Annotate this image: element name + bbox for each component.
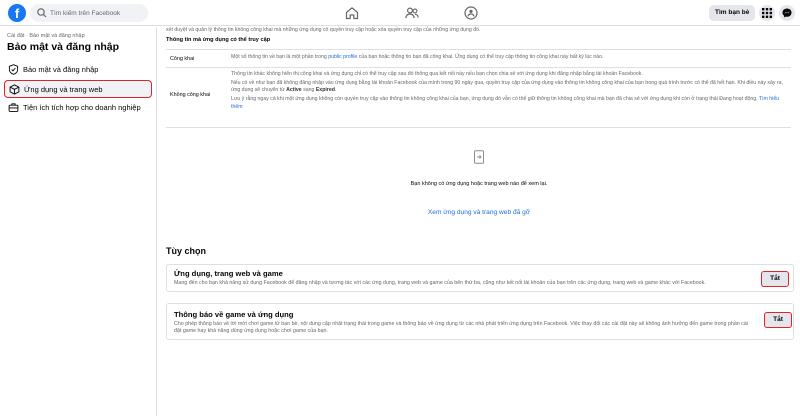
row-value-text [231, 80, 787, 95]
search-icon [36, 7, 48, 19]
row-value-text: Một số thông tin về bạn là một phần trong [231, 54, 329, 60]
removed-apps-link-text[interactable]: Xem ứng dụng và trang web đã gỡ [427, 209, 531, 216]
sidebar-item-label: Ứng dụng và trang web [24, 85, 103, 94]
box-icon [9, 84, 20, 95]
menu-button[interactable] [759, 5, 775, 21]
turn-off-button[interactable]: Tắt [761, 271, 789, 287]
option-description: Cho phép thông báo về lời mời chơi game từ bạn bè, nội dung cập nhật trạng thái trong game và thông báo về ứng dụng từ các nhà phát triển ứng dụng trên Facebook. Việc thay đổi các cài đặt này sẽ không ảnh hưởng đến game trong phần cài đặt game hay khả năng dùng ứng dụng hoặc chơi game của bạn. [174, 321, 748, 334]
public-profile-link[interactable]: public profile [328, 54, 358, 60]
turn-off-button[interactable]: Tắt [764, 312, 792, 328]
search-input[interactable] [50, 4, 145, 22]
empty-apps-icon [473, 150, 485, 164]
shield-icon [8, 64, 19, 75]
page-title: Bảo mật và đăng nhập [7, 41, 120, 53]
messenger-button[interactable] [779, 5, 795, 21]
top-navigation-bar [0, 0, 800, 26]
option-description: Mang đến cho bạn khả năng sử dụng Facebook để đăng nhập và tương tác với các ứng dụng, trang web và game của bên thứ ba, cũng như kết nối tài khoản của bạn trên các ứng dụng, trang web và game khác với Facebook. [174, 280, 706, 286]
sidebar-item-label: Bảo mật và đăng nhập [23, 65, 99, 74]
sidebar-item-business-integrations[interactable] [4, 99, 152, 117]
empty-state-text: Bạn không có ứng dụng hoặc trang web nào để xem lại. [410, 181, 548, 187]
table-row [166, 50, 791, 68]
text-span: Nếu có về như bạn đã không đăng nhập vào ứng dụng bằng tài khoản Facebook của mình trong 90 ngày qua, quyền truy cập của ứng dụng vào thông tin không công khai của bạn trong quá trình trước có thể đã hết hạn. Khi điều này xảy ra, ứng dụng sẽ chuyển từ [231, 79, 783, 94]
breadcrumb[interactable]: Cài đặt · Bảo mật và đăng nhập [7, 33, 85, 39]
text-span: . [334, 87, 337, 94]
table-title: Thông tin mà ứng dụng có thể truy cập [166, 37, 271, 43]
removed-apps-link [158, 209, 800, 216]
search-box[interactable] [30, 4, 148, 22]
option-card-game-app-notifications [166, 303, 794, 340]
sidebar-item-label: Tiện ích tích hợp cho doanh nghiệp [23, 103, 141, 112]
facebook-logo[interactable]: f [8, 4, 26, 22]
option-card-apps-websites-games [166, 264, 794, 292]
home-icon[interactable] [344, 5, 360, 21]
row-value [231, 54, 787, 61]
row-value-text: của bạn hoặc thông tin bạn đã công khai. Ứng dụng có thể truy cập thông tin công khai này bất kỳ lúc nào. [357, 54, 604, 60]
menu-grid-icon [762, 8, 772, 18]
options-section-title: Tùy chọn [166, 246, 206, 256]
row-key: Không công khai [170, 92, 211, 98]
row-key: Công khai [170, 56, 195, 62]
business-icon [8, 102, 19, 113]
option-title: Thông báo về game và ứng dụng [174, 310, 294, 319]
status-active: Active [286, 87, 302, 94]
text-span: Lưu ý rằng ngay cả khi một ứng dụng không còn quyền truy cập vào thông tin không công khai của bạn, ứng dụng đó vẫn có thể giữ thông tin không công khai mà bạn đã chia sẻ với ứng dụng khi còn ở trạng thái Đang hoạt động. [231, 96, 759, 103]
friends-icon[interactable] [404, 5, 420, 21]
row-value [231, 71, 787, 113]
row-value-text: Thông tin khác không hiển thị công khai và ứng dụng chỉ có thể truy cập sau đó thông qua kết nối này nếu bạn chọn chia sẻ với ứng dụng khi đăng nhập bằng tài khoản Facebook. [231, 71, 643, 77]
option-title: Ứng dụng, trang web và game [174, 269, 283, 278]
table-row [166, 68, 791, 128]
sidebar-item-apps-websites[interactable] [4, 80, 152, 98]
intro-text: xét duyệt và quản lý thông tin không công khai mà những ứng dụng có quyền truy cập hoặc xóa quyền truy cập của những ứng dụng đó. [166, 27, 481, 33]
access-info-table [166, 49, 791, 128]
row-value-text [231, 96, 787, 111]
find-friends-button[interactable]: Tìm bạn bè [709, 5, 755, 21]
settings-sidebar [0, 27, 157, 416]
messenger-icon [782, 8, 792, 18]
text-span: sang [301, 87, 316, 94]
sidebar-item-security-login[interactable] [4, 61, 152, 79]
status-expired: Expired [315, 87, 335, 94]
groups-icon[interactable] [463, 5, 479, 21]
learn-more-link[interactable]: Tìm hiểu thêm [231, 96, 780, 110]
main-content [158, 27, 800, 416]
